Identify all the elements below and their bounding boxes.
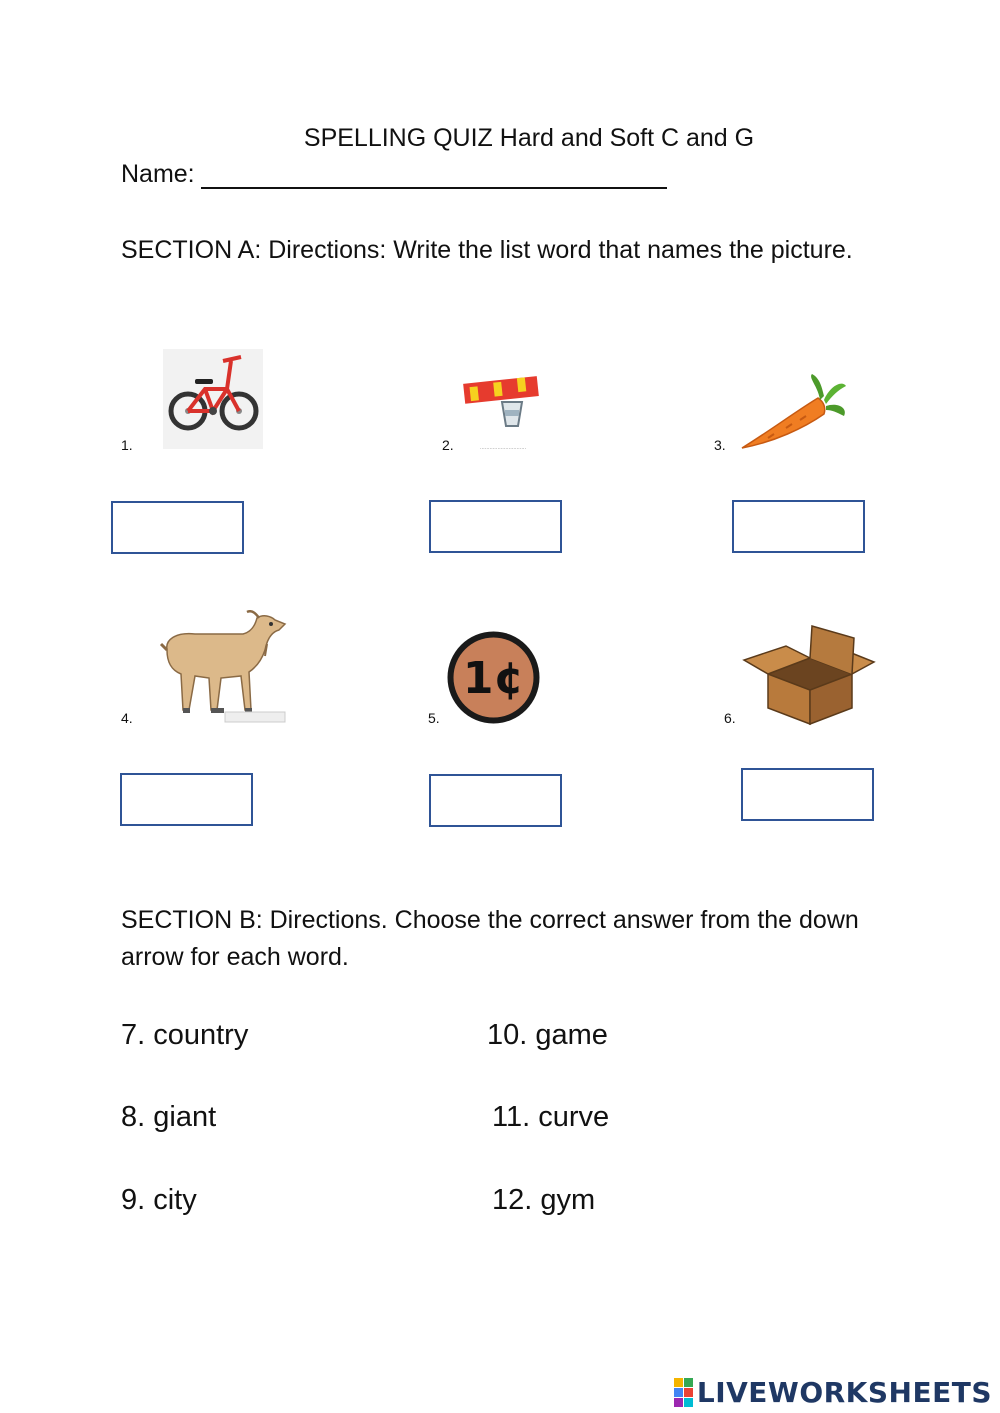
one-cent-coin-icon: [445, 629, 542, 726]
answer-box-5[interactable]: [429, 774, 562, 827]
cardboard-box-icon: [742, 624, 877, 726]
liveworksheets-logo: [674, 1376, 992, 1409]
name-label: Name:: [121, 160, 195, 188]
word-11: 11. curve: [492, 1101, 610, 1133]
item-4-number: 4.: [121, 710, 133, 726]
word-8: 8. giant: [121, 1101, 217, 1133]
answer-box-6[interactable]: [741, 768, 874, 821]
answer-box-3[interactable]: [732, 500, 865, 553]
liveworksheets-logo-icon: [674, 1378, 693, 1407]
word-12: 12. gym: [492, 1184, 596, 1216]
section-a-heading: SECTION A: Directions: Write the list word that names the picture.: [121, 236, 853, 264]
liveworksheets-logo-text: LIVEWORKSHEETS: [696, 1376, 992, 1409]
word-10: 10. game: [487, 1019, 608, 1051]
answer-box-2[interactable]: [429, 500, 562, 553]
item-2-number: 2.: [442, 437, 454, 453]
svg-text:·····························: ·····························: [480, 446, 527, 452]
section-b-heading: SECTION B: Directions. Choose the correct answer from the down arrow for each word.: [121, 906, 859, 971]
coin-label: 1¢: [462, 653, 525, 704]
bicycle-icon: [163, 349, 263, 449]
name-underline: [201, 161, 667, 189]
word-7: 7. country: [121, 1019, 249, 1051]
answer-box-4[interactable]: [120, 773, 253, 826]
goat-icon: [155, 610, 290, 726]
candy-icon: [460, 370, 550, 454]
carrot-icon: [738, 372, 850, 454]
answer-box-1[interactable]: [111, 501, 244, 554]
item-3-number: 3.: [714, 437, 726, 453]
page-title: SPELLING QUIZ Hard and Soft C and G: [303, 124, 755, 152]
item-1-number: 1.: [121, 437, 133, 453]
item-5-number: 5.: [428, 710, 440, 726]
name-field-row: [121, 160, 667, 189]
item-6-number: 6.: [724, 710, 736, 726]
word-9: 9. city: [121, 1184, 197, 1216]
